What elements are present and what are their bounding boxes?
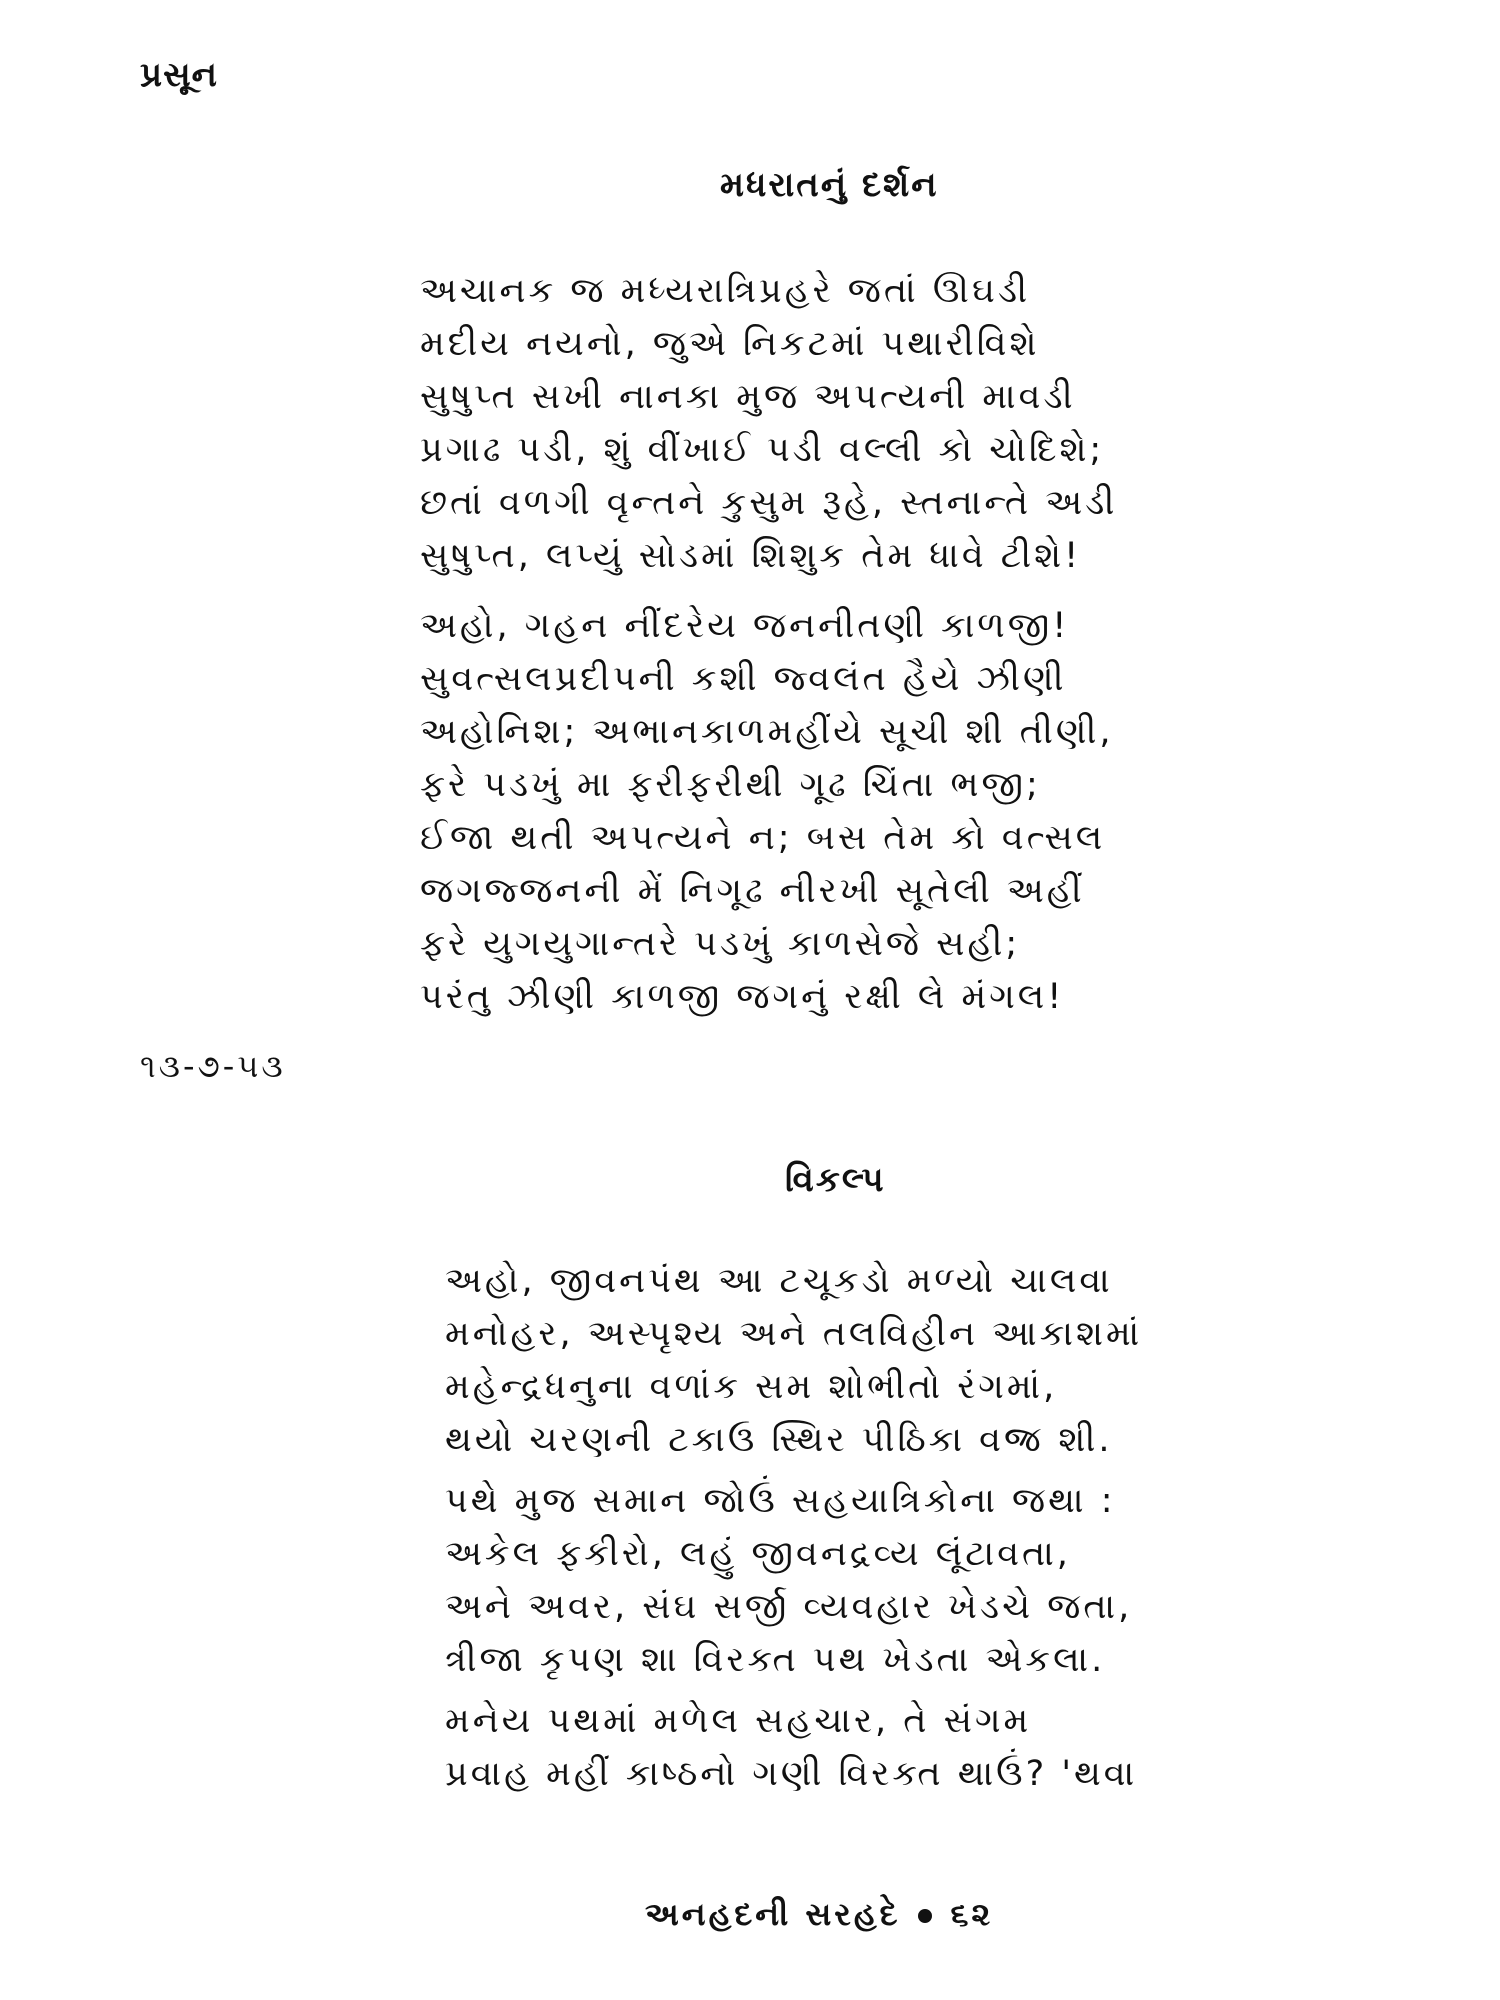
poem-line: અહો, ગહન નીંદરેય જનનીતણી કાળજી!: [420, 606, 1070, 646]
poem-1-stanza-2: [420, 600, 1113, 1024]
poem-line: સુષુપ્ત, લપ્યું સોડમાં શિશુક તેમ ધાવે ટીશે!: [420, 536, 1082, 576]
poem-line: અકેલ ફકીરો, લહું જીવનદ્રવ્ય લૂંટાવતા,: [445, 1534, 1071, 1574]
poem-line: અહોનિશ; અભાનકાળમહીંયે સૂચી શી તીણી,: [420, 712, 1114, 752]
poem-line: મનોહર, અસ્પૃશ્ય અને તલવિહીન આકાશમાં: [445, 1314, 1143, 1354]
poem-line: ફરે પડખું મા ફરીફરીથી ગૂઢ ચિંતા ભજી;: [420, 765, 1041, 805]
poem-line: અને અવર, સંઘ સર્જી વ્યવહાર ખેડચે જતા,: [445, 1587, 1133, 1627]
poem-2-stanza-2: [445, 1475, 1132, 1687]
poem-2-stanza-3: [445, 1695, 1137, 1801]
poem-line: અહો, જીવનપંથ આ ટચૂકડો મળ્યો ચાલવા: [445, 1261, 1113, 1301]
poem-line: થયો ચરણની ટકાઉ સ્થિર પીઠિકા વજ્ર શી.: [445, 1420, 1113, 1460]
poem-line: પથે મુજ સમાન જોઉં સહયાત્રિકોના જથા :: [445, 1481, 1116, 1521]
poem-line: ઈજા થતી અપત્યને ન; બસ તેમ કો વત્સલ: [420, 818, 1106, 858]
poem-line: મદીય નયનો, જુએ નિકટમાં પથારીવિશે: [420, 324, 1040, 364]
poem-date: ૧૩-૭-૫૩: [140, 1047, 286, 1085]
poem-1-stanza-1: [420, 265, 1117, 583]
poem-line: ફરે યુગયુગાન્તરે પડખું કાળસેજે સહી;: [420, 924, 1021, 964]
section-header: પ્રસૂન: [140, 55, 218, 95]
poem-2-stanza-1: [445, 1255, 1142, 1467]
poem-title-vikalp: વિકલ્પ: [785, 1160, 886, 1200]
poem-line: છતાં વળગી વૃન્તને કુસુમ રૂહે, સ્તનાન્તે અડી: [420, 483, 1118, 523]
poem-line: મનેય પથમાં મળેલ સહચાર, તે સંગમ: [445, 1701, 1032, 1741]
poem-line: મહેન્દ્રધનુના વળાંક સમ શોભીતો રંગમાં,: [445, 1367, 1058, 1407]
poem-title-madhratnu-darshan: મધરાતનું દર્શન: [720, 165, 939, 205]
poem-line: અચાનક જ મધ્યરાત્રિપ્રહરે જતાં ઊઘડી: [420, 271, 1031, 311]
page-footer: [645, 1895, 993, 1934]
book-title: અનહદની સરહદે: [645, 1895, 901, 1933]
poem-line: સુવત્સલપ્રદીપની કશી જ્વલંત હૈયે ઝીણી: [420, 659, 1067, 699]
poem-line: પ્રગાઢ પડી, શું વીંખાઈ પડી વલ્લી કો ચોદિશે;: [420, 430, 1105, 470]
poem-line: જગજ્જનની મેં નિગૂઢ નીરખી સૂતેલી અહીં: [420, 871, 1085, 911]
bullet-separator-icon: [918, 1909, 932, 1923]
page-number: ૬૨: [950, 1895, 994, 1933]
poem-line: પરંતુ ઝીણી કાળજી જગનું રક્ષી લે મંગલ!: [420, 977, 1065, 1017]
poem-line: ત્રીજા કૃપણ શા વિરક્ત પથ ખેડતા એકલા.: [445, 1640, 1106, 1680]
poem-line: સુષુપ્ત સખી નાનકા મુજ અપત્યની માવડી: [420, 377, 1076, 417]
poem-line: પ્રવાહ મહીં કાષ્ઠનો ગણી વિરક્ત થાઉં? 'થવા: [445, 1754, 1138, 1794]
